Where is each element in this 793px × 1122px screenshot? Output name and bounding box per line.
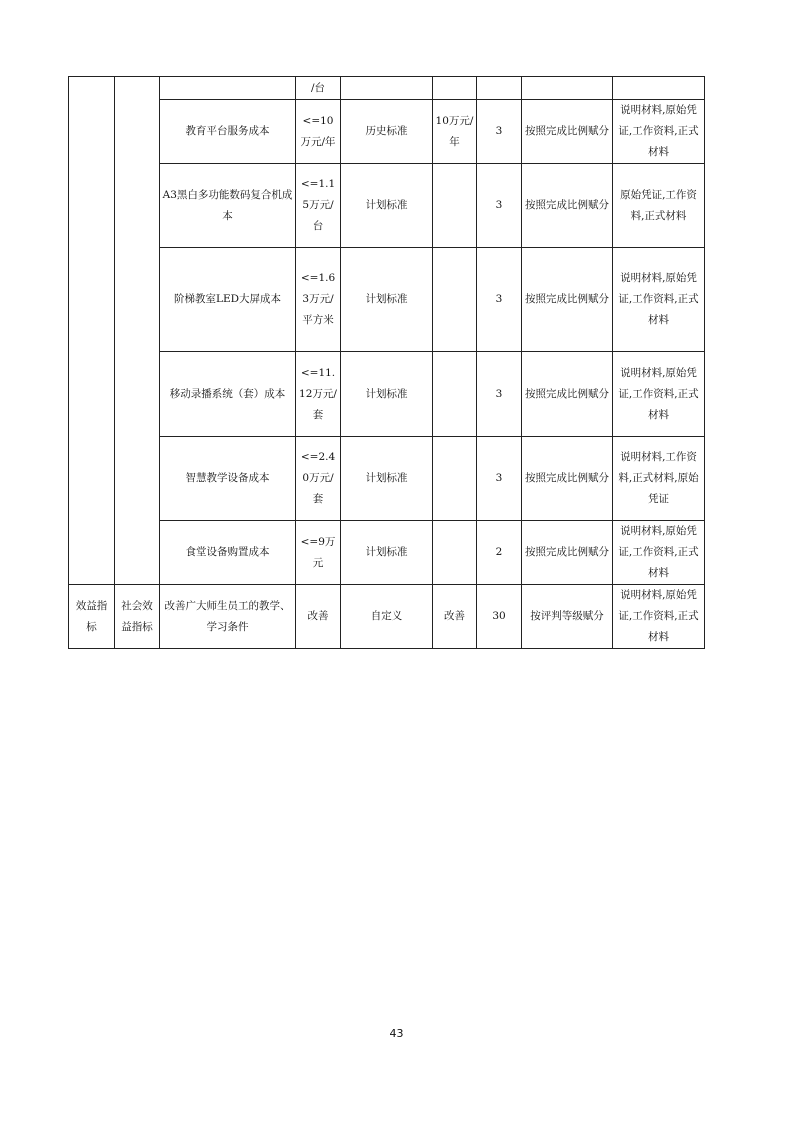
weight-cell: 3 — [477, 164, 522, 248]
indicator-value-cell: /台 — [296, 77, 341, 100]
table-row — [69, 248, 705, 352]
historical-value-cell: 10万元/年 — [433, 100, 477, 164]
indicator-name-cell — [160, 77, 296, 100]
standard-cell: 计划标准 — [341, 248, 433, 352]
evidence-cell: 原始凭证,工作资料,正式材料 — [613, 164, 705, 248]
indicator-value-cell: <=9万元 — [296, 521, 341, 585]
weight-cell — [477, 77, 522, 100]
scoring-method-cell — [522, 77, 613, 100]
scoring-method-cell: 按照完成比例赋分 — [522, 521, 613, 585]
weight-cell: 3 — [477, 352, 522, 437]
table-row — [69, 352, 705, 437]
table-row — [69, 77, 705, 100]
table-row — [69, 521, 705, 585]
historical-value-cell — [433, 164, 477, 248]
scoring-method-cell: 按照完成比例赋分 — [522, 164, 613, 248]
historical-value-cell — [433, 437, 477, 521]
weight-cell: 3 — [477, 437, 522, 521]
standard-cell: 计划标准 — [341, 352, 433, 437]
standard-cell — [341, 77, 433, 100]
standard-cell: 计划标准 — [341, 437, 433, 521]
historical-value-cell — [433, 521, 477, 585]
evidence-cell: 说明材料,原始凭证,工作资料,正式材料 — [613, 100, 705, 164]
indicator-name-cell: 改善广大师生员工的教学、学习条件 — [160, 585, 296, 649]
scoring-method-cell: 按照完成比例赋分 — [522, 100, 613, 164]
evidence-cell — [613, 77, 705, 100]
level2-indicator-cell: 社会效益指标 — [115, 585, 160, 649]
performance-indicator-table — [68, 76, 705, 649]
indicator-name-cell: 移动录播系统（套）成本 — [160, 352, 296, 437]
indicator-name-cell: 阶梯教室LED大屏成本 — [160, 248, 296, 352]
indicator-value-cell: <=2.40万元/套 — [296, 437, 341, 521]
standard-cell: 计划标准 — [341, 521, 433, 585]
evidence-cell: 说明材料,原始凭证,工作资料,正式材料 — [613, 248, 705, 352]
level1-indicator-cell: 效益指标 — [69, 585, 115, 649]
indicator-value-cell: <=1.15万元/台 — [296, 164, 341, 248]
indicator-name-cell: 食堂设备购置成本 — [160, 521, 296, 585]
evidence-cell: 说明材料,原始凭证,工作资料,正式材料 — [613, 521, 705, 585]
scoring-method-cell: 按照完成比例赋分 — [522, 437, 613, 521]
standard-cell: 自定义 — [341, 585, 433, 649]
indicator-value-cell: <=11.12万元/套 — [296, 352, 341, 437]
weight-cell: 3 — [477, 100, 522, 164]
historical-value-cell — [433, 352, 477, 437]
indicator-value-cell: <=10万元/年 — [296, 100, 341, 164]
scoring-method-cell: 按评判等级赋分 — [522, 585, 613, 649]
table-row — [69, 437, 705, 521]
scoring-method-cell: 按照完成比例赋分 — [522, 352, 613, 437]
weight-cell: 30 — [477, 585, 522, 649]
table-row — [69, 164, 705, 248]
table-row — [69, 100, 705, 164]
weight-cell: 2 — [477, 521, 522, 585]
evidence-cell: 说明材料,原始凭证,工作资料,正式材料 — [613, 585, 705, 649]
standard-cell: 计划标准 — [341, 164, 433, 248]
historical-value-cell — [433, 77, 477, 100]
scoring-method-cell: 按照完成比例赋分 — [522, 248, 613, 352]
table-row — [69, 585, 705, 649]
indicator-name-cell: 智慧教学设备成本 — [160, 437, 296, 521]
indicator-name-cell: 教育平台服务成本 — [160, 100, 296, 164]
weight-cell: 3 — [477, 248, 522, 352]
level1-indicator-cell — [69, 77, 115, 585]
evidence-cell: 说明材料,原始凭证,工作资料,正式材料 — [613, 352, 705, 437]
indicator-name-cell: A3黑白多功能数码复合机成本 — [160, 164, 296, 248]
evidence-cell: 说明材料,工作资料,正式材料,原始凭证 — [613, 437, 705, 521]
indicator-value-cell: 改善 — [296, 585, 341, 649]
historical-value-cell — [433, 248, 477, 352]
page-number: 43 — [389, 1027, 404, 1040]
standard-cell: 历史标准 — [341, 100, 433, 164]
indicator-value-cell: <=1.63万元/平方米 — [296, 248, 341, 352]
historical-value-cell: 改善 — [433, 585, 477, 649]
level2-indicator-cell — [115, 77, 160, 585]
